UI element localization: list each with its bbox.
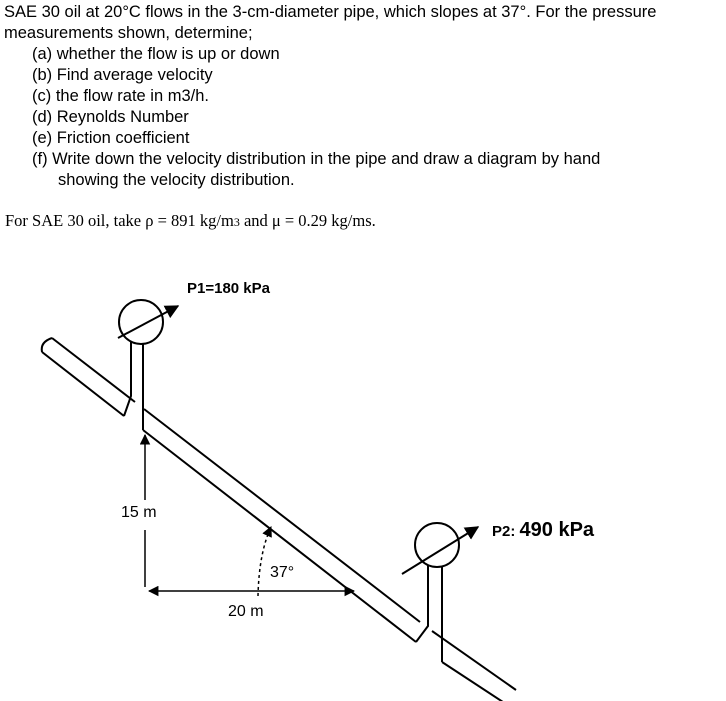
given-text-density: For SAE 30 oil, take ρ = 891 kg/m bbox=[5, 211, 234, 230]
item-b: (b) Find average velocity bbox=[32, 66, 213, 84]
angle-label: 37° bbox=[270, 564, 295, 581]
inclined-pipe bbox=[42, 338, 516, 701]
p2-value: 490 kPa bbox=[519, 519, 595, 541]
item-f: (f) Write down the velocity distribution in the pipe and draw a diagram by hand bbox=[32, 150, 601, 168]
pressure-gauge-1 bbox=[118, 300, 178, 430]
given-unit-superscript: 3 bbox=[233, 215, 240, 229]
height-label: 15 m bbox=[121, 504, 157, 521]
given-text-viscosity: and μ = 0.29 kg/ms. bbox=[239, 211, 376, 230]
p2-label bbox=[492, 519, 595, 541]
item-f-continuation: showing the velocity distribution. bbox=[58, 171, 295, 189]
problem-line-2: measurements shown, determine; bbox=[4, 24, 253, 42]
item-d: (d) Reynolds Number bbox=[32, 108, 189, 126]
p2-prefix: P2: bbox=[492, 523, 520, 540]
angle-arc bbox=[258, 527, 271, 596]
problem-line-1: SAE 30 oil at 20°C flows in the 3-cm-diameter pipe, which slopes at 37°. For the pressure bbox=[4, 3, 657, 21]
length-label: 20 m bbox=[228, 603, 264, 620]
p1-label: P1=180 kPa bbox=[187, 280, 270, 297]
item-a: (a) whether the flow is up or down bbox=[32, 45, 280, 63]
item-e: (e) Friction coefficient bbox=[32, 129, 190, 147]
item-c: (c) the flow rate in m3/h. bbox=[32, 87, 209, 105]
